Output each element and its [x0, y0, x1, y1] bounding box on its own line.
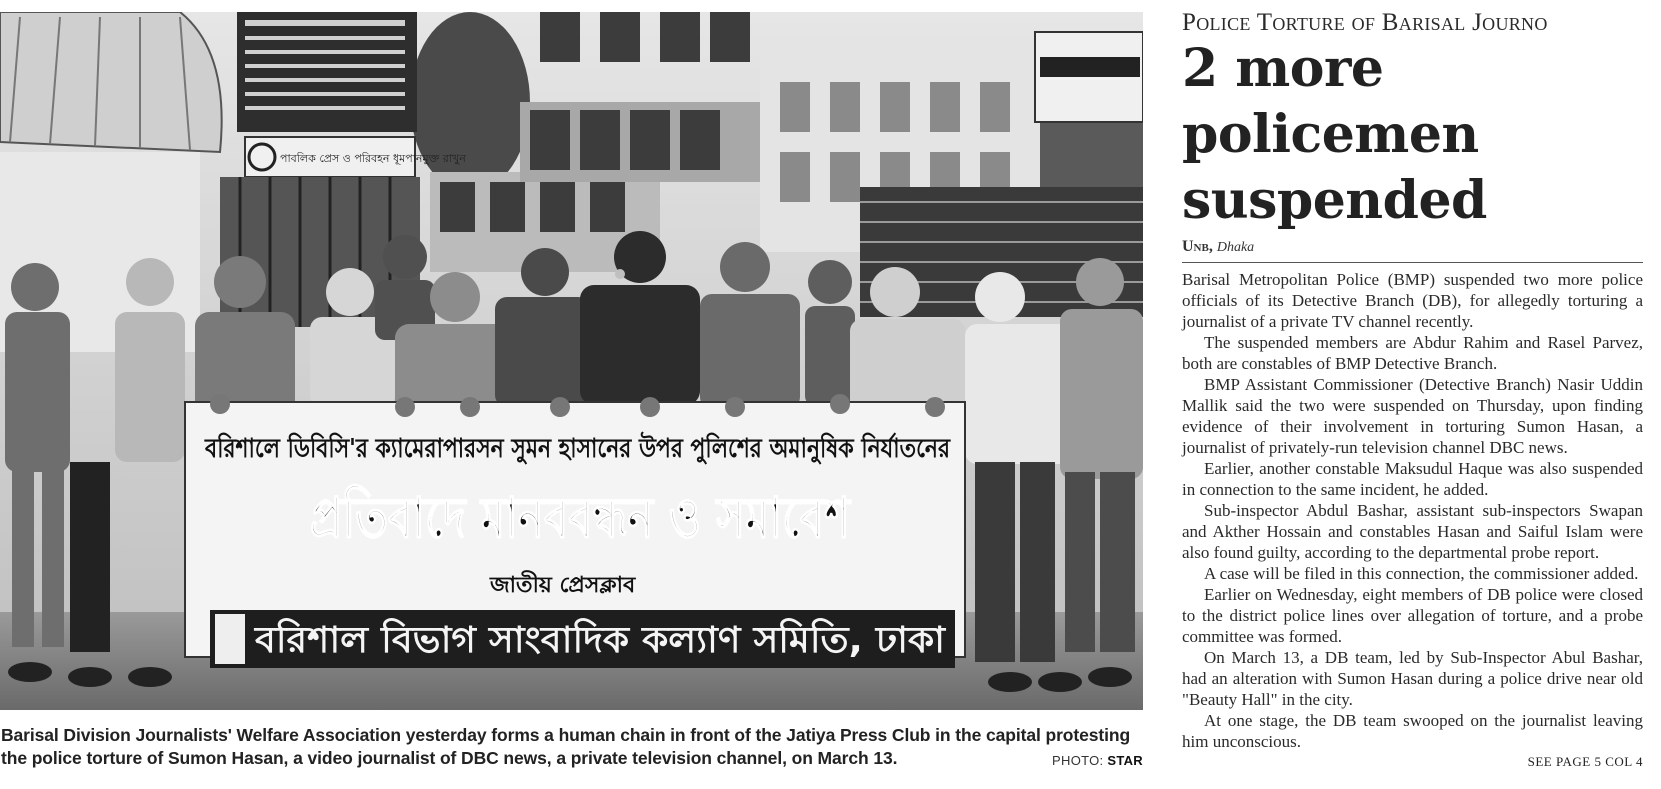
banner-line3: জাতীয় প্রেসক্লাব — [490, 573, 636, 598]
see-page-jump[interactable]: SEE PAGE 5 COL 4 — [1527, 754, 1643, 769]
protest-photo-icon — [0, 12, 1143, 710]
photo-credit-source: STAR — [1107, 753, 1143, 768]
article-paragraph: Earlier on Wednesday, eight members of DB police were closed to the district police lines over allegation of torture, and a probe committee was formed. — [1182, 585, 1643, 646]
byline-place: Dhaka — [1216, 240, 1255, 255]
byline-agency: Unb, — [1182, 238, 1213, 255]
no-smoking-sign-text: পাবলিক প্রেস ও পরিবহন ধূমপানমুক্ত রাখুন — [280, 152, 466, 165]
photo-credit-label: PHOTO: — [1052, 753, 1104, 768]
banner-line1: বরিশালে ডিবিসি'র ক্যামেরাপারসন সুমন হাসানের উপর পুলিশের অমানুষিক নির্যাতনের — [205, 434, 1090, 464]
article-body — [1182, 269, 1643, 752]
article-paragraph: BMP Assistant Commissioner (Detective Branch) Nasir Uddin Mallik said the two were suspended on Thursday, upon finding evidence of their involvement in torturing Sumon Hasan, a journalist of privately-run television channel DBC news. — [1182, 375, 1643, 457]
article-paragraph: The suspended members are Abdur Rahim and Rasel Parvez, both are constables of BMP Detective Branch. — [1182, 333, 1643, 373]
article-paragraph: On March 13, a DB team, led by Sub-Inspector Abul Bashar, had an alteration with Sumon Hasan during a police drive near old "Beauty Hall" in the city. — [1182, 648, 1643, 709]
article-kicker: Police Torture of Barisal Journo — [1182, 9, 1548, 36]
article-headline: 2 more policemen suspended — [1182, 38, 1487, 231]
article-paragraph: Barisal Metropolitan Police (BMP) suspended two more police officials of its Detective Branch (DB), for allegedly torturing a journalist of a private TV channel recently. — [1182, 270, 1643, 331]
article-paragraph: A case will be filed in this connection, the commissioner added. — [1204, 564, 1639, 583]
article-byline — [1182, 238, 1643, 263]
photo-caption: Barisal Division Journalists' Welfare Association yesterday forms a human chain in front of the Jatiya Press Club in the capital protesting the police torture of Sumon Hasan, a video journalist of DBC news, a private television channel, on March 13. — [1, 725, 1131, 768]
article-paragraph: Earlier, another constable Maksudul Haque was also suspended in connection to the same incident, he added. — [1182, 459, 1643, 499]
banner-line2: প্রতিবাদে মানববন্ধন ও সমাবেশ — [310, 486, 1001, 551]
news-photo — [0, 12, 1143, 710]
article-paragraph: At one stage, the DB team swooped on the journalist leaving him unconscious. — [1182, 711, 1643, 751]
news-article — [1182, 8, 1643, 752]
article-paragraph: Sub-inspector Abdul Bashar, assistant sub-inspectors Swapan and Akther Hossain and constables Hasan and Saiful Islam were also found guilty, according to the departmental probe report. — [1182, 501, 1643, 562]
photo-credit — [1052, 753, 1143, 768]
banner-line4: বরিশাল বিভাগ সাংবাদিক কল্যাণ সমিতি, ঢাকা — [255, 620, 919, 661]
